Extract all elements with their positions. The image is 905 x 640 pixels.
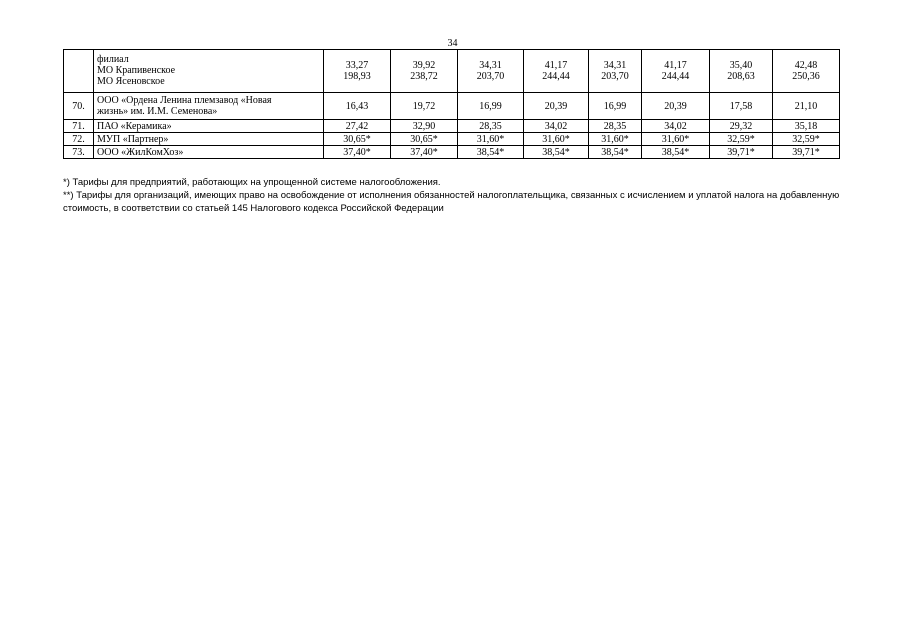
tariff-cell <box>773 50 840 93</box>
tariff-cell: 32,59* <box>773 133 840 146</box>
tariff-value: 42,48 <box>794 59 818 71</box>
organization-name-cell <box>94 120 324 133</box>
tariff-cell: 17,58 <box>710 93 773 120</box>
tariff-value: 203,70 <box>476 70 505 82</box>
tariff-cell: 16,99 <box>589 93 642 120</box>
tariff-cell: 38,54* <box>589 146 642 159</box>
tariff-cell: 38,54* <box>642 146 710 159</box>
tariff-cell: 31,60* <box>589 133 642 146</box>
tariff-cell: 39,71* <box>773 146 840 159</box>
organization-name-line: МО Ясеновское <box>97 76 165 87</box>
tariff-cell: 16,99 <box>458 93 524 120</box>
tariff-cell <box>524 50 589 93</box>
footnote-single-asterisk: *) Тарифы для предприятий, работающих на упрощенной системе налогообложения. <box>63 177 441 188</box>
tariff-value: 34,31 <box>603 59 627 71</box>
row-number-cell <box>64 50 94 93</box>
tariff-value: 34,31 <box>479 59 502 71</box>
table-row-continuation <box>64 50 840 93</box>
table-row <box>64 133 840 146</box>
tariff-value: 203,70 <box>601 70 629 82</box>
tariff-value: 39,92 <box>412 59 436 71</box>
tariff-cell: 30,65* <box>391 133 458 146</box>
tariff-cell <box>710 50 773 93</box>
organization-name-line: МУП «Партнер» <box>97 133 169 145</box>
tariff-cell: 20,39 <box>642 93 710 120</box>
organization-name-cell <box>94 146 324 159</box>
tariff-cell: 31,60* <box>524 133 589 146</box>
tariff-cell: 31,60* <box>642 133 710 146</box>
tariff-value: 238,72 <box>410 70 438 82</box>
tariff-value: 198,93 <box>343 70 371 82</box>
tariff-cell <box>642 50 710 93</box>
tariff-cell: 21,10 <box>773 93 840 120</box>
row-number-cell: 70. <box>64 93 94 120</box>
tariff-value: 41,17 <box>544 59 568 71</box>
table-row <box>64 146 840 159</box>
table-row <box>64 93 840 120</box>
tariff-cell: 30,65* <box>324 133 391 146</box>
tariff-cell: 16,43 <box>324 93 391 120</box>
organization-name-line: МО Крапивенское <box>97 65 176 76</box>
page-number: 34 <box>447 38 458 49</box>
tariff-cell: 37,40* <box>391 146 458 159</box>
tariff-value: 244,44 <box>661 70 690 82</box>
tariff-table-body <box>64 50 840 159</box>
organization-name-line: филиал <box>97 54 129 65</box>
footnotes <box>63 176 843 215</box>
tariff-cell: 39,71* <box>710 146 773 159</box>
tariff-cell: 32,90 <box>391 120 458 133</box>
row-number-cell: 72. <box>64 133 94 146</box>
tariff-cell: 28,35 <box>589 120 642 133</box>
tariff-cell: 34,02 <box>642 120 710 133</box>
tariff-cell: 38,54* <box>524 146 589 159</box>
organization-name-line: ООО «ЖилКомХоз» <box>97 146 184 158</box>
tariff-cell: 31,60* <box>458 133 524 146</box>
tariff-cell: 35,18 <box>773 120 840 133</box>
tariff-cell: 34,02 <box>524 120 589 133</box>
tariff-cell: 32,59* <box>710 133 773 146</box>
organization-name-cell <box>94 93 324 120</box>
footnote-double-asterisk: **) Тарифы для организаций, имеющих право на освобождение от исполнения обязанностей налогоплательщика, связанных с исчислением и уплатой налога на добавленную стоимость, в соответствии со статьей 145 Налогового кодекса Российской Федерации <box>63 190 840 214</box>
tariff-cell: 27,42 <box>324 120 391 133</box>
organization-name-cell <box>94 50 324 93</box>
tariff-table <box>63 49 840 159</box>
tariff-cell <box>324 50 391 93</box>
tariff-value: 244,44 <box>542 70 570 82</box>
organization-name-line: ПАО «Керамика» <box>97 120 172 132</box>
organization-name-line: ООО «Ордена Ленина племзавод «Новая <box>97 95 272 106</box>
tariff-cell: 37,40* <box>324 146 391 159</box>
tariff-cell: 20,39 <box>524 93 589 120</box>
tariff-value: 250,36 <box>792 70 820 82</box>
row-number-cell: 73. <box>64 146 94 159</box>
organization-name-line: жизнь» им. И.М. Семенова» <box>97 106 218 117</box>
tariff-value: 33,27 <box>345 59 369 71</box>
tariff-cell: 28,35 <box>458 120 524 133</box>
tariff-value: 208,63 <box>727 70 755 82</box>
table-row <box>64 120 840 133</box>
tariff-cell: 19,72 <box>391 93 458 120</box>
tariff-value: 35,40 <box>729 59 753 71</box>
tariff-value: 41,17 <box>664 59 687 71</box>
organization-name-cell <box>94 133 324 146</box>
tariff-cell <box>589 50 642 93</box>
tariff-cell <box>391 50 458 93</box>
tariff-cell <box>458 50 524 93</box>
tariff-cell: 38,54* <box>458 146 524 159</box>
row-number-cell: 71. <box>64 120 94 133</box>
tariff-cell: 29,32 <box>710 120 773 133</box>
